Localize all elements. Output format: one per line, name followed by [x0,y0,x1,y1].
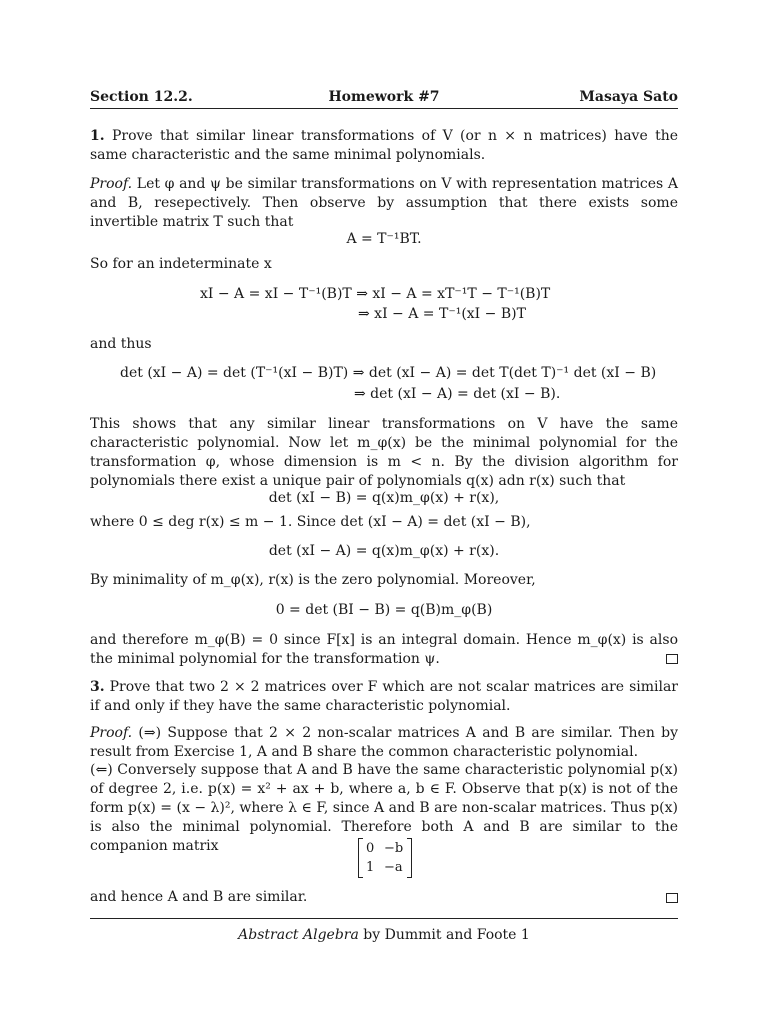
page-footer [90,926,678,945]
equation-division: det (xI − B) = q(x)m_φ(x) + r(x), [268,490,500,506]
paragraph-indeterminate: So for an indeterminate x [90,256,272,272]
matrix-left-bracket [358,838,363,878]
equation-2-line-1: xI − A = xI − T⁻¹(B)T ⇒ xI − A = xT⁻¹T − T⁻¹(B)T [200,286,551,302]
proof-forward-text: (⇒) Suppose that 2 × 2 non-scalar matrices A and B are similar. Then by result from Exercise 1, A and B share the common characteristic polynomial. [90,725,678,760]
matrix-right-bracket [407,838,412,878]
equation-det-a: det (xI − A) = q(x)m_φ(x) + r(x). [268,543,500,559]
matrix-cell-1-1: −a [384,860,403,875]
paragraph-hence-similar: and hence A and B are similar. [90,889,308,905]
problem-3-text: Prove that two 2 × 2 matrices over F which are not scalar matrices are similar if and only if they have the same characteristic polynomial. [90,679,678,714]
paragraph-and-thus: and thus [90,336,152,352]
equation-zero: 0 = det (BI − B) = q(B)m_φ(B) [275,602,493,618]
proof-label: Proof. [90,176,133,192]
header-rule [90,108,678,109]
header-section: Section 12.2. [90,89,193,105]
equation-2-line-2: ⇒ xI − A = T⁻¹(xI − B)T [358,306,526,322]
problem-1-statement [90,127,678,165]
paragraph-minimality: By minimality of m_φ(x), r(x) is the zero polynomial. Moreover, [90,572,536,588]
problem-3-number: 3. [90,679,105,695]
footer-rule [90,918,678,919]
problem-3-proof-converse: (⇐) Conversely suppose that A and B have the same characteristic polynomial p(x) of degree 2, i.e. p(x) = x² + ax + b, where a, b ∈ F. Observe that p(x) is not of the form p(x) = (x − λ)², where λ ∈ F, since A and B are non-scalar matrices. Thus p(x) is also the minimal polynomial. Therefore both A and B are similar to the companion matrix [90,762,678,854]
companion-matrix [358,838,412,878]
proof-label-3: Proof. [90,725,133,741]
paragraph-conclusion: and therefore m_φ(B) = 0 since F[x] is an integral domain. Hence m_φ(x) is also the minimal polynomial for the transformation ψ. [90,632,678,667]
problem-1-number: 1. [90,128,105,144]
matrix-cell-0-0: 0 [366,841,375,856]
equation-3-line-2: ⇒ det (xI − A) = det (xI − B). [354,386,561,402]
matrix-cell-0-1: −b [384,841,404,856]
proof-text: Let φ and ψ be similar transformations on V with representation matrices A and B, resepectively. Then observe by assumption that there exists some invertible matrix T such that [90,176,679,230]
header-title: Homework #7 [328,89,440,105]
problem-1-text: Prove that similar linear transformations of V (or n × n matrices) have the same characteristic and the same minimal polynomials. [90,128,678,163]
header-author: Masaya Sato [579,89,678,105]
paragraph-degree: where 0 ≤ deg r(x) ≤ m − 1. Since det (xI − A) = det (xI − B), [90,514,531,530]
page-header [90,88,678,108]
qed-box-1 [666,654,678,664]
problem-3-proof-forward [90,724,678,762]
qed-box-3 [666,893,678,903]
footer-book-title: Abstract Algebra [238,927,359,943]
matrix-cell-1-0: 1 [366,860,375,875]
problem-1-proof-intro [90,175,678,232]
footer-authors: by Dummit and Foote 1 [358,927,530,943]
equation-3-line-1: det (xI − A) = det (T⁻¹(xI − B)T) ⇒ det (xI − A) = det T(det T)⁻¹ det (xI − B) [120,365,657,381]
paragraph-characteristic: This shows that any similar linear transformations on V have the same characteristic polynomial. Now let m_φ(x) be the minimal polynomial for the transformation φ, whose dimension is m < n. By the division algorithm for polynomials there exist a unique pair of polynomials q(x) adn r(x) such that [90,416,678,489]
equation-similarity: A = T⁻¹BT. [346,231,422,247]
problem-3-statement [90,678,678,716]
